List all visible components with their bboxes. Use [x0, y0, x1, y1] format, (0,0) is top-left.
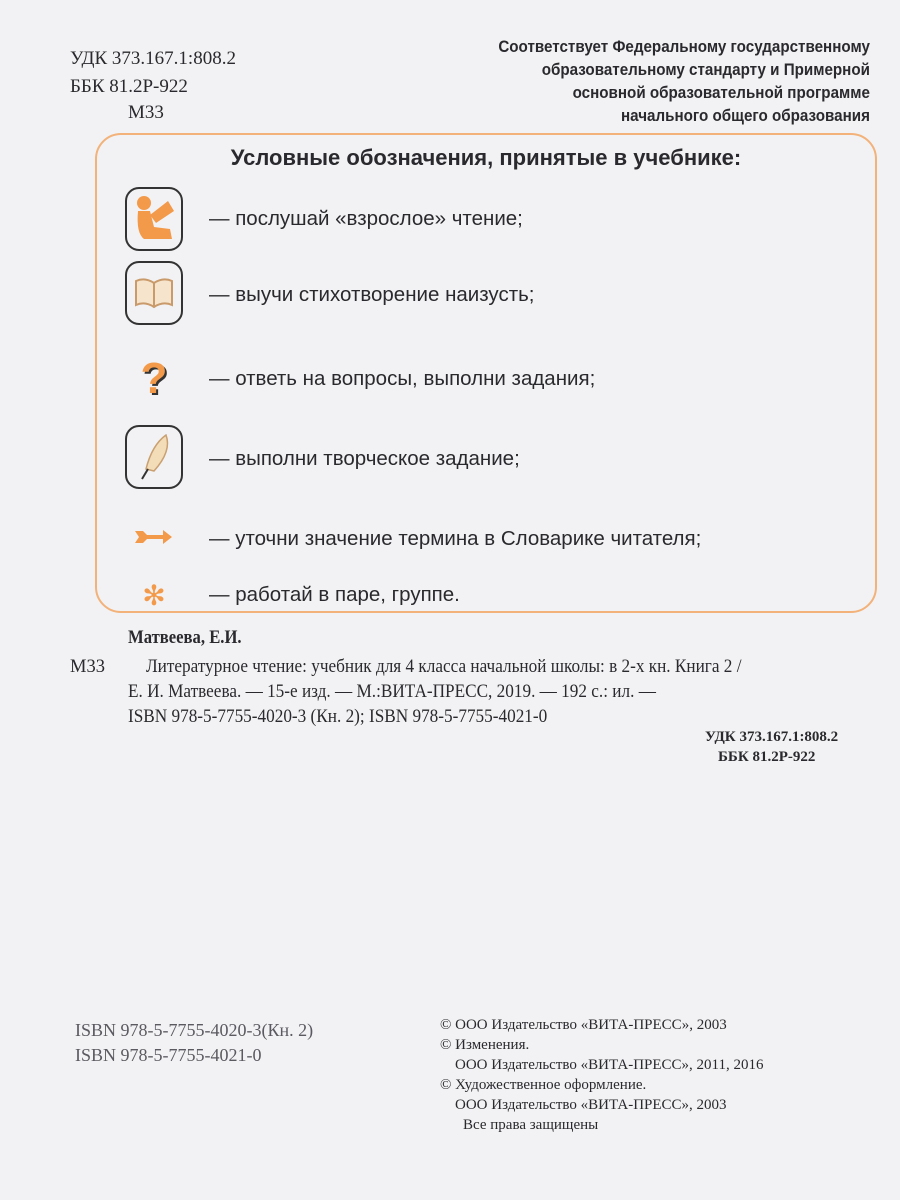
reading-child-icon	[125, 187, 183, 251]
standard-line: основной образовательной программе	[572, 84, 870, 102]
standard-line: начального общего образования	[621, 107, 870, 125]
legend-text: — послушай «взрослое» чтение;	[209, 207, 523, 230]
arrow-icon	[125, 505, 183, 569]
copyright-line: © ООО Издательство «ВИТА-ПРЕСС», 2003	[440, 1017, 727, 1033]
legend-item	[97, 347, 875, 417]
legend-text: — выполни творческое задание;	[209, 447, 520, 470]
quill-pen-icon	[125, 425, 183, 489]
author-mark: М33	[70, 657, 105, 677]
standard-line: Соответствует Федеральному государственному	[498, 38, 870, 56]
author-name: Матвеева, Е.И.	[128, 628, 242, 648]
isbn-line: ISBN 978-5-7755-4021-0	[75, 1045, 262, 1065]
copyright-line: ООО Издательство «ВИТА-ПРЕСС», 2003	[455, 1097, 727, 1113]
standard-compliance-note	[498, 36, 870, 128]
udk-code: УДК 373.167.1:808.2	[70, 48, 236, 69]
biblio-line: ISBN 978-5-7755-4020-3 (Кн. 2); ISBN 978-5-7755-4021-0	[128, 707, 548, 727]
copyright-line: © Художественное оформление.	[440, 1077, 647, 1093]
legend-item	[97, 187, 875, 257]
legend-item	[97, 563, 875, 633]
open-book-icon	[125, 261, 183, 325]
legend-text: — работай в паре, группе.	[209, 583, 460, 606]
legend-text: — ответь на вопросы, выполни задания;	[209, 367, 596, 390]
legend-title: Условные обозначения, принятые в учебнике:	[230, 145, 742, 170]
question-mark-icon: ?	[140, 354, 168, 403]
legend-item	[97, 425, 875, 495]
udk-code: УДК 373.167.1:808.2	[705, 729, 839, 745]
biblio-line: Е. И. Матвеева. — 15-е изд. — М.:ВИТА-ПРЕСС, 2019. — 192 с.: ил. —	[128, 682, 656, 702]
legend-box	[95, 133, 877, 613]
biblio-line: Литературное чтение: учебник для 4 класса начальной школы: в 2-х кн. Книга 2 /	[146, 657, 742, 677]
legend-item	[97, 261, 875, 331]
bbk-code: ББК 81.2Р-922	[718, 749, 816, 765]
standard-line: образовательному стандарту и Примерной	[541, 61, 870, 79]
bbk-code: ББК 81.2Р-922	[70, 76, 188, 97]
isbn-line: ISBN 978-5-7755-4020-3(Кн. 2)	[75, 1020, 314, 1040]
copyright-line: Все права защищены	[463, 1117, 599, 1133]
legend-text: — уточни значение термина в Словарике читателя;	[209, 527, 702, 550]
copyright-line: ООО Издательство «ВИТА-ПРЕСС», 2011, 2016	[455, 1057, 764, 1073]
asterisk-icon: ✻	[142, 578, 166, 612]
copyright-line: © Изменения.	[440, 1037, 530, 1053]
author-mark: М33	[128, 102, 164, 123]
legend-text: — выучи стихотворение наизусть;	[209, 283, 535, 306]
